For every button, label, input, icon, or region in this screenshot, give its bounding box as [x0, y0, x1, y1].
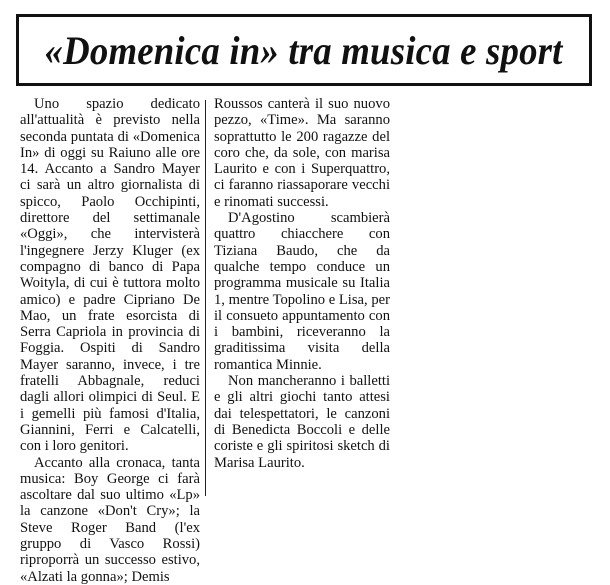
- right-column: [214, 96, 390, 471]
- left-column: [20, 96, 200, 585]
- paragraph-dagostino: D'Agostino scambierà quattro chiacchere con Tiziana Baudo, che da qualche tempo conduce un programma musicale su Italia 1, mentre Topolino e Lisa, per il consueto appuntamento con i bambini, riceveranno la graditissima visita della romantica Minnie.: [214, 210, 390, 373]
- paragraph-intro: Uno spazio dedicato all'attualità è previsto nella seconda puntata di «Domenica In» di oggi su Raiuno alle ore 14. Accanto a Sandro Mayer ci sarà un altro giornalista di spicco, Paolo Occhipinti, direttore del settimanale «Oggi», che intervisterà l'ingegnere Jerzy Kluger (ex compagno di banco di Papa Woityla, di cui è tuttora molto amico) e padre Cipriano De Mao, un frate esorcista di Serra Capriola in provincia di Foggia. Ospiti di Sandro Mayer saranno, invece, i tre fratelli Abbagnale, reduci dagli allori olimpici di Seul. E i gemelli più famosi d'Italia, Giannini, Ferri e Calcatelli, con i loro genitori.: [20, 96, 200, 455]
- paragraph-music: Accanto alla cronaca, tanta musica: Boy George ci farà ascoltare dal suo ultimo «Lp» la canzone «Don't Cry»; la Steve Roger Band (l'ex gruppo di Vasco Rossi) riproporrà un successo estivo, «Alzati la gonna»; Demis: [20, 454, 200, 585]
- paragraph-music-continued: Roussos canterà il suo nuovo pezzo, «Time». Ma saranno soprattutto le 200 ragazze del coro che, da sole, con marisa Laurito e con i Superquattro, ci faranno riassaporare vecchi e rinomati successi.: [214, 96, 390, 210]
- column-divider: [205, 100, 206, 496]
- headline-box: [16, 14, 592, 86]
- headline: «Domenica in» tra musica e sport: [44, 27, 564, 73]
- paragraph-closing: Non mancheranno i balletti e gli altri giochi tanto attesi dai telespettatori, le canzoni di Benedicta Boccoli e delle coriste e gli spiritosi sketch di Marisa Laurito.: [214, 373, 390, 471]
